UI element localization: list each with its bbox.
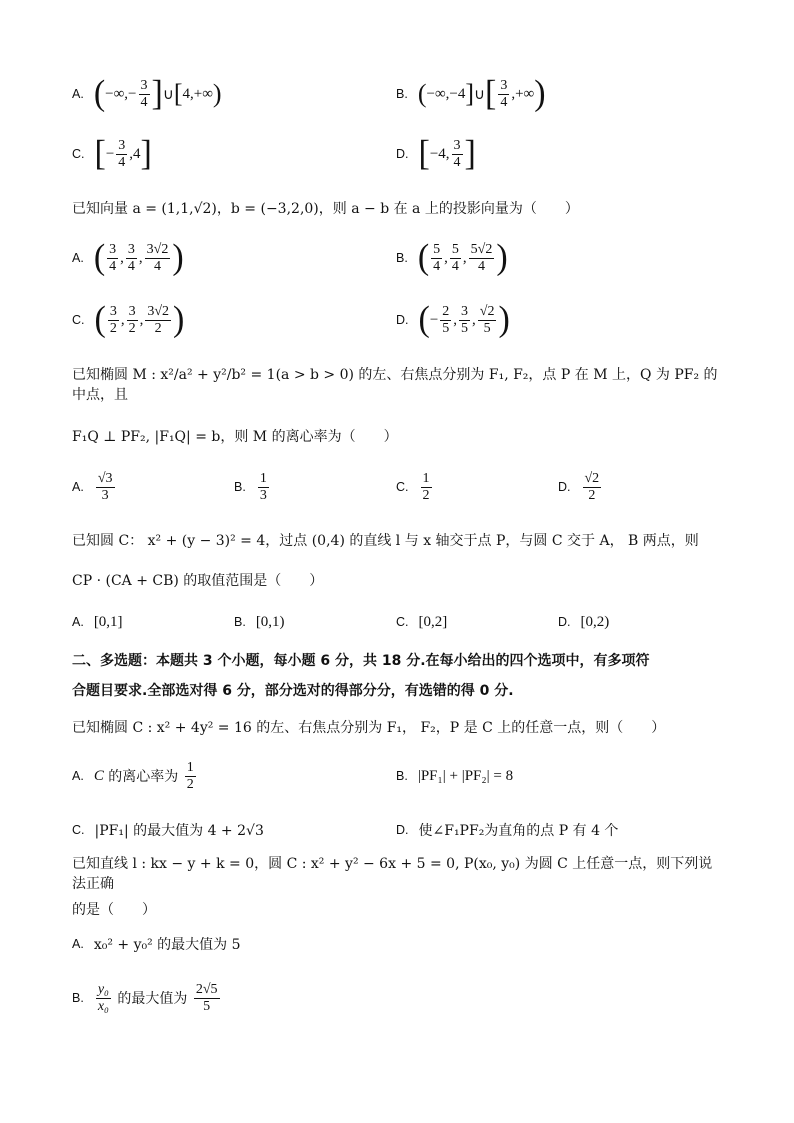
option-label: B. — [72, 991, 84, 1005]
q6-stem — [72, 186, 722, 230]
q5-option-b-math: ( −∞,−4 ] ∪ [ $\frac{3}{4}$ ,+∞ ) — [417, 74, 546, 113]
option-label: D. — [558, 480, 571, 494]
option-label: B. — [396, 769, 408, 783]
q9-stem — [72, 705, 722, 749]
q5-option-d — [396, 132, 476, 176]
q10-stem-text-1: 已知直线 l : kx − y + k = 0，圆 C : x² + y² − 6x + 5 = 0, P(x₀, y₀) 为圆 C 上任意一点，则下列说法正确 — [72, 856, 713, 892]
q9-option-b — [396, 754, 513, 798]
q8-stem-line2 — [72, 558, 722, 602]
q6-option-d-math: ( − $\frac{2}{5}$ , $\frac{3}{5}$ , $\frac{√2}{5}$ ) — [418, 300, 510, 339]
option-label: C. — [72, 823, 85, 837]
option-label: B. — [396, 251, 408, 265]
option-label: A. — [72, 87, 84, 101]
q8-option-d-math: [0,2) — [580, 613, 610, 630]
q9-option-c-text: |PF₁| 的最大值为 4 + 2√3 — [94, 823, 264, 839]
q6-option-a-math: ( $\frac{3}{4}$ , $\frac{3}{4}$ , $\frac{3√2}{4}$ ) — [93, 238, 184, 277]
option-label: D. — [396, 147, 409, 161]
option-label: C. — [396, 480, 409, 494]
option-label: A. — [72, 769, 84, 783]
q9-option-d-text: 使∠F₁PF₂为直角的点 P 有 4 个 — [418, 823, 619, 839]
option-label: B. — [234, 480, 246, 494]
q6-option-b-math: ( $\frac{5}{4}$ , $\frac{5}{4}$ , $\frac{5√2}{4}$ ) — [417, 238, 508, 277]
option-label: B. — [396, 87, 408, 101]
q6-option-c-math: ( $\frac{3}{2}$ , $\frac{3}{2}$ , $\frac{3√2}{2}$ ) — [94, 300, 185, 339]
q6-option-b — [396, 236, 508, 280]
q7-option-a-math: $\frac{√3}{3}$ — [97, 471, 113, 503]
q8-stem-text-1: 已知圆 C： x² + (y − 3)² = 4，过点 (0,4) 的直线 l 与 x 轴交于点 P，与圆 C 交于 A， B 两点，则 — [72, 533, 699, 549]
option-label: D. — [558, 615, 571, 629]
option-label: A. — [72, 937, 84, 951]
q7-option-a — [72, 465, 117, 509]
q9-option-c — [72, 808, 264, 852]
option-label: A. — [72, 615, 84, 629]
q10-option-a-text: x₀² + y₀² 的最大值为 5 — [93, 937, 241, 953]
q8-option-c-math: [0,2] — [418, 613, 448, 630]
q9-option-d — [396, 808, 618, 852]
q10-option-b — [72, 974, 222, 1022]
q8-stem-line1 — [72, 518, 722, 562]
q9-stem-text: 已知椭圆 C : x² + 4y² = 16 的左、右焦点分别为 F₁， F₂，P 是 C 上的任意一点，则（ ） — [72, 720, 666, 736]
q10-option-b-text: $\frac{\text{y₀}}{\text{x₀}}$ 的最大值为 $\frac{2√5}{5}$ — [97, 982, 218, 1014]
q8-option-b-math: [0,1) — [255, 613, 285, 630]
q9-option-b-math: |PF₁| + |PF₂| = 8 — [417, 767, 514, 784]
q6-option-d — [396, 298, 510, 342]
q5-a-src — [0, 0, 1, 1]
q9-option-a — [72, 754, 198, 798]
q7-option-b-math: $\frac{1}{3}$ — [259, 471, 267, 503]
q7-option-b — [234, 465, 271, 509]
q7-stem-text-1: 已知椭圆 M : x²/a² + y²/b² = 1(a > b > 0) 的左、右焦点分别为 F₁, F₂，点 P 在 M 上，Q 为 PF₂ 的中点，且 — [72, 367, 718, 403]
q5-option-a — [72, 72, 222, 116]
q7-option-d — [558, 465, 603, 509]
option-label: D. — [396, 823, 409, 837]
q7-stem-line1 — [72, 362, 722, 406]
q7-option-c — [396, 465, 434, 509]
q8-stem-text-2: CP · (CA + CB) 的取值范围是（ ） — [72, 573, 324, 589]
option-label: A. — [72, 251, 84, 265]
q7-stem-line2 — [72, 414, 722, 458]
q5-option-c-math: [ − $\frac{3}{4}$ ,4 ] — [94, 134, 152, 173]
q6-option-c — [72, 298, 184, 342]
q10-option-a — [72, 922, 241, 966]
q8-option-a-math: [0,1] — [93, 613, 123, 630]
q5-option-d-math: [ −4, $\frac{3}{4}$ ] — [418, 134, 476, 173]
q7-stem-text-2: F₁Q ⊥ PF₂, |F₁Q| = b，则 M 的离心率为（ ） — [72, 429, 398, 445]
option-label: B. — [234, 615, 246, 629]
option-label: C. — [72, 313, 85, 327]
q5-option-c — [72, 132, 152, 176]
q9-option-a-text: C 的离心率为 $\frac{1}{2}$ — [93, 760, 194, 792]
q7-option-c-math: $\frac{1}{2}$ — [422, 471, 430, 503]
section-2-text-2: 合题目要求.全部选对得 6 分，部分选对的得部分分，有选错的得 0 分. — [72, 683, 514, 699]
q6-stem-text: 已知向量 a = (1,1,√2)，b = (−3,2,0)，则 a − b 在 a 上的投影向量为（ ） — [72, 201, 579, 217]
q10-stem-text-2: 的是（ ） — [72, 902, 156, 918]
q6-option-a — [72, 236, 184, 280]
section-2-text-1: 二、多选题：本题共 3 个小题，每小题 6 分，共 18 分.在每小给出的四个选项中，有多项符 — [72, 653, 650, 669]
option-label: D. — [396, 313, 409, 327]
option-label: C. — [72, 147, 85, 161]
q5-option-b — [396, 72, 546, 116]
q5-option-a-math: ( −∞,− $\frac{3}{4}$ ] ∪ [ 4,+∞ ) — [93, 74, 222, 113]
option-label: A. — [72, 480, 84, 494]
option-label: C. — [396, 615, 409, 629]
q7-option-d-math: $\frac{√2}{2}$ — [584, 471, 600, 503]
